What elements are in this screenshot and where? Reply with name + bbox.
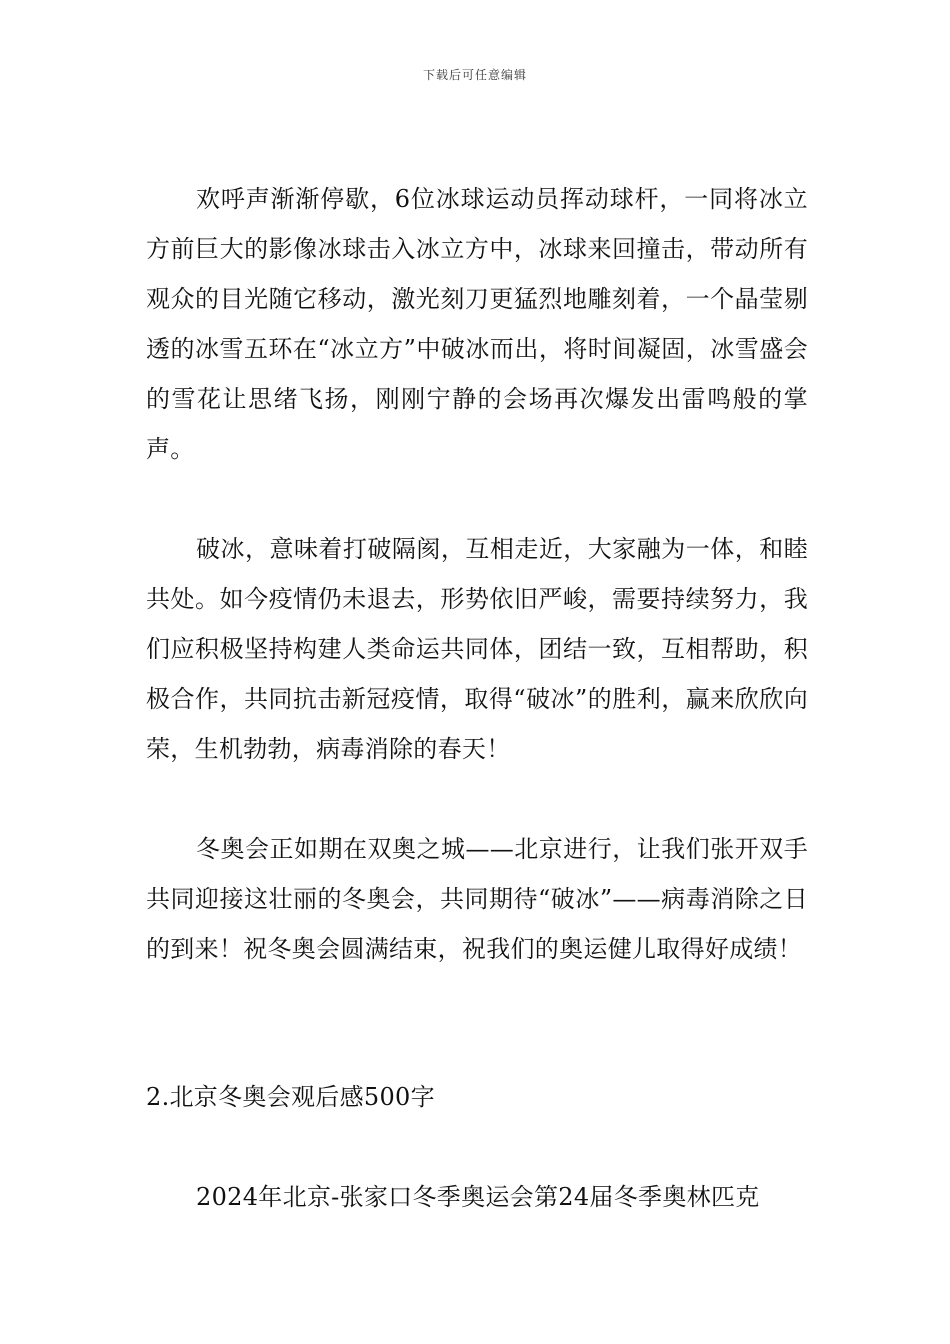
paragraph-4-first-line: 2024年北京-张家口冬季奥运会第24届冬季奥林匹克 xyxy=(196,1183,760,1211)
paragraph-2: 破冰，意味着打破隔阂，互相走近，大家融为一体，和睦共处。如今疫情仍未退去，形势依旧严峻，需要持续努力，我们应积极坚持构建人类命运共同体，团结一致，互相帮助，积极合作，共同抗击新冠疫情，取得“破冰”的胜利，赢来欣欣向荣，生机勃勃，病毒消除的春天！ xyxy=(146,535,808,763)
paragraph-3: 冬奥会正如期在双奥之城——北京进行，让我们张开双手共同迎接这壮丽的冬奥会，共同期待“破冰”——病毒消除之日的到来！祝冬奥会圆满结束，祝我们的奥运健儿取得好成绩！ xyxy=(146,835,808,963)
paragraph-1: 欢呼声渐渐停歇，6位冰球运动员挥动球杆，一同将冰立方前巨大的影像冰球击入冰立方中，冰球来回撞击，带动所有观众的目光随它移动，激光刻刀更猛烈地雕刻着，一个晶莹剔透的冰雪五环在“冰立方”中破冰而出，将时间凝固，冰雪盛会的雪花让思绪飞扬，刚刚宁静的会场再次爆发出雷鸣般的掌声。 xyxy=(146,185,808,463)
header-note: 下载后可任意编辑 xyxy=(422,68,527,82)
section-heading: 2.北京冬奥会观后感500字 xyxy=(146,1083,435,1111)
